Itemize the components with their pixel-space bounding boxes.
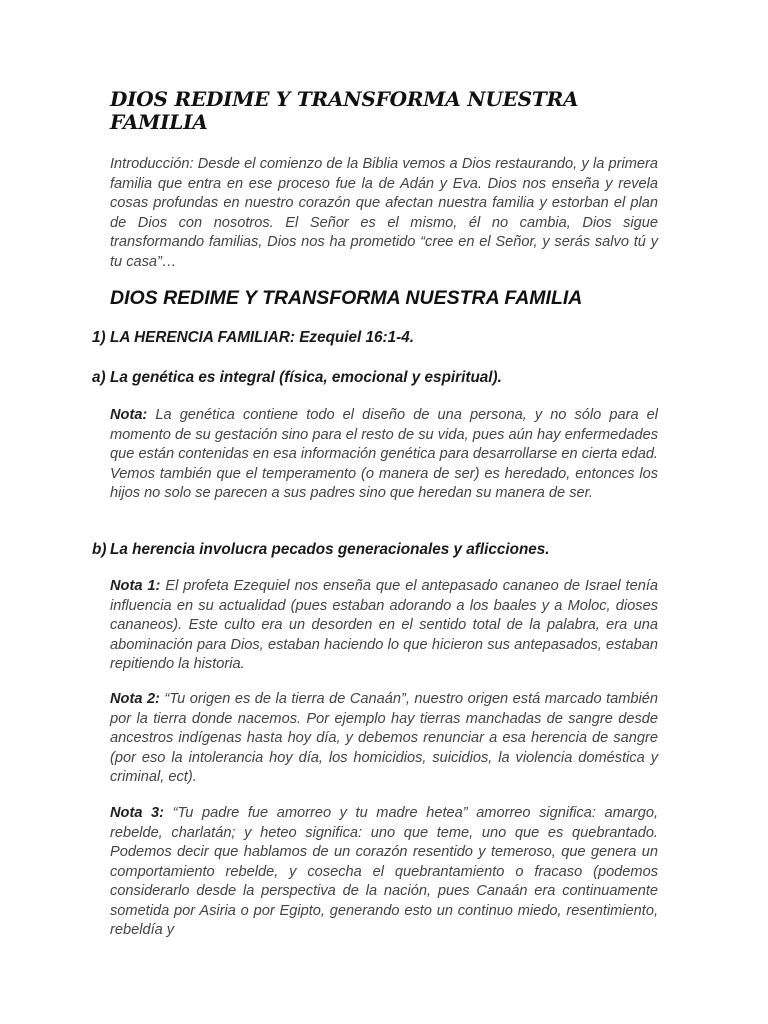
note-label: Nota 3: bbox=[110, 805, 164, 821]
note-label: Nota 2: bbox=[110, 691, 160, 707]
list-item-text: La herencia involucra pecados generacionales y aflicciones. bbox=[110, 541, 550, 558]
list-item-1 bbox=[92, 328, 414, 348]
note-2-paragraph bbox=[110, 690, 658, 788]
list-letter: a) bbox=[92, 369, 106, 386]
note-text: La genética contiene todo el diseño de una persona, y no sólo para el momento de su gestación sino para el resto de su vida, pues aún hay enfermedades que están contenidas en esa información genética para desarrollarse en cierta edad. Vemos también que el temperamento (o manera de ser) es heredado, entonces los hijos no solo se parecen a sus padres sino que heredan su manera de ser. bbox=[110, 407, 658, 501]
list-item-text: LA HERENCIA FAMILIAR: Ezequiel 16:1-4. bbox=[110, 329, 414, 346]
intro-paragraph: Introducción: Desde el comienzo de la Biblia vemos a Dios restaurando, y la primera familia que entra en ese proceso fue la de Adán y Eva. Dios nos enseña y revela cosas profundas en nuestro corazón que afectan nuestra familia y estorban el plan de Dios con nosotros. El Señor es el mismo, él no cambia, Dios sigue transformando familias, Dios nos ha prometido “cree en el Señor, y serás salvo tú y tu casa”… bbox=[110, 156, 658, 270]
note-1-paragraph bbox=[110, 577, 658, 675]
list-item-text: La genética es integral (física, emocional y espiritual). bbox=[110, 369, 502, 386]
section-heading: DIOS REDIME Y TRANSFORMA NUESTRA FAMILIA bbox=[110, 287, 583, 309]
list-item-a bbox=[92, 368, 502, 388]
note-text: “Tu padre fue amorreo y tu madre hetea” amorreo significa: amargo, rebelde, charlatán; y heteo significa: uno que teme, uno que es quebrantado. Podemos decir que hablamos de un corazón resentido y temeroso, que genera un comportamiento rebelde, y cosecha el quebrantamiento o fracaso (podemos considerarlo desde la perspectiva de la nación, pues Canaán era continuamente sometida por Asiria o por Egipto, generando esto un continuo miedo, resentimiento, rebeldía y bbox=[110, 805, 658, 938]
list-number: 1) bbox=[92, 329, 106, 346]
note-label: Nota: bbox=[110, 407, 148, 423]
note-3-paragraph bbox=[110, 804, 658, 944]
note-text: “Tu origen es de la tierra de Canaán”, nuestro origen está marcado también por la tierra donde nacemos. Por ejemplo hay tierras manchadas de sangre desde ancestros indígenas hasta hoy día, y debemos renunciar a esa herencia de sangre (por eso la intolerancia hoy día, los homicidios, suicidios, la violencia doméstica y criminal, ect). bbox=[110, 691, 658, 785]
note-label: Nota 1: bbox=[110, 578, 161, 594]
list-item-b bbox=[92, 540, 550, 560]
note-text: El profeta Ezequiel nos enseña que el antepasado cananeo de Israel tenía influencia en su actualidad (pues estaban adorando a los baales y a Moloc, dioses cananeos). Este culto era un desorden en el sentido total de la palabra, era una abominación para Dios, estaban haciendo lo que hicieron sus antepasados, estaban repitiendo la historia. bbox=[110, 578, 658, 672]
document-title: DIOS REDIME Y TRANSFORMA NUESTRA FAMILIA bbox=[110, 87, 579, 134]
note-paragraph bbox=[110, 406, 658, 504]
list-letter: b) bbox=[92, 541, 107, 558]
